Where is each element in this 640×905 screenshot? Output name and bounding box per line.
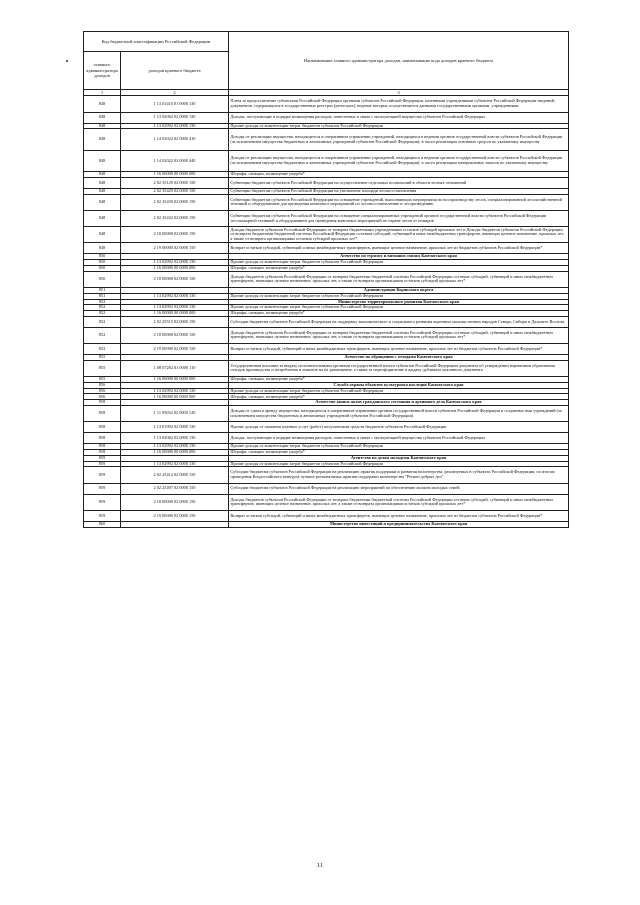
income-code-cell: 1 13 02062 02 0000 130 <box>121 112 229 123</box>
administrator-title-cell: Агентство по делам молодежи Камчатского края <box>229 455 569 461</box>
administrator-title-cell: Служба охраны объектов культурного наследия Камчатского края <box>229 382 569 388</box>
income-name-cell: Субвенции бюджетам субъектов Российской Федерации на осуществление отдельных полномочий в области лесных отношений <box>229 177 569 188</box>
income-code-cell: 2 19 00000 02 0000 150 <box>121 344 229 355</box>
income-name-cell: Прочие доходы от компенсации затрат бюджетов субъектов Российской Федерации <box>229 293 569 299</box>
admin-code-cell: 852 <box>84 316 121 327</box>
income-code-cell: 1 14 02022 02 0000 410 <box>121 129 229 150</box>
income-name-cell: Штрафы, санкции, возмещение ущерба* <box>229 172 569 178</box>
header-num-2: 2 <box>121 90 229 96</box>
table-row <box>84 360 569 376</box>
income-code-cell: 1 13 02992 02 0000 130 <box>121 123 229 129</box>
income-name-cell: Доходы бюджетов субъектов Российской Федерации от возврата бюджетными учреждениями остатков субсидий прошлых лет и Доходы бюджетов субъектов Российской Федерации от возврата бюджетами бюджетной системы Российской Федерации остатков субсидий, субвенций и иных межбюджетных трансфертов, имеющих целевое назначение, прошлых лет, а также от возврата организациями остатков субсидий прошлых лет* <box>229 227 569 243</box>
income-name-cell: Плата за предоставление субъектами Российской Федерации органами субъектов Российской Федерации, казенными учреждениями субъектов Российской Федерации сведений, документов, содержащихся в государственных реестрах (регистрах), ведение которых осуществляется данными государственными органами, учреждениями <box>229 96 569 112</box>
admin-code-cell: 858 <box>84 422 121 433</box>
income-code-cell: 2 02 25497 02 0000 150 <box>121 483 229 494</box>
table-row <box>84 422 569 433</box>
admin-code-cell: 859 <box>84 467 121 483</box>
income-code-cell <box>121 521 229 527</box>
table-row <box>84 96 569 112</box>
income-code-cell: 1 13 02992 02 0000 130 <box>121 305 229 311</box>
admin-code-cell: 859 <box>84 494 121 510</box>
budget-classification-table-sheet <box>83 31 568 528</box>
income-name-cell: Доходы, поступающие в порядке возмещения расходов, понесенных в связи с эксплуатацией имущества субъектов Российской Федерации <box>229 112 569 123</box>
administrator-title-cell: Агентство по обращению с отходами Камчатского края <box>229 355 569 361</box>
income-code-cell: 2 02 25412 02 0000 150 <box>121 467 229 483</box>
income-name-cell: Субсидии бюджетам субъектов Российской Федерации на реализацию практик поддержки и развития волонтерства, реализуемых в субъектах Российской Федерации, по итогам проведения Всероссийского конкурса лучших региональных практик поддержки волонтерства "Регион добрых дел" <box>229 467 569 483</box>
header-code-group: Код бюджетной классификации Российской Федерации <box>84 32 229 52</box>
admin-code-cell: 850 <box>84 254 121 260</box>
income-code-cell: 2 02 35432 02 0000 150 <box>121 210 229 226</box>
income-code-cell: 1 16 00000 00 0000 000 <box>121 265 229 271</box>
admin-code-cell: 848 <box>84 194 121 210</box>
income-name-cell: Доходы от сдачи в аренду имущества, находящегося в оперативном управлении органов государственной власти субъектов Российской Федерации и созданных ими учреждений (за исключением имущества бюджетных и автономных учреждений субъектов Российской Федерации) <box>229 406 569 422</box>
income-name-cell: Доходы бюджетов субъектов Российской Федерации от возврата бюджетами бюджетной системы Российской Федерации остатков субсидий, субвенций и иных межбюджетных трансфертов, имеющих целевое назначение, прошлых лет, а также от возврата организациями остатков субсидий прошлых лет* <box>229 327 569 343</box>
income-code-cell: 1 13 02992 02 0000 130 <box>121 461 229 467</box>
admin-code-cell: 851 <box>84 293 121 299</box>
income-name-cell: Штрафы, санкции, возмещение ущерба* <box>229 450 569 456</box>
admin-code-cell: 848 <box>84 123 121 129</box>
admin-code-cell: 855 <box>84 360 121 376</box>
admin-code-cell: 848 <box>84 172 121 178</box>
header-name: Наименование главного администратора доходов, наименование кода доходов краевого бюджета <box>229 32 569 90</box>
administrator-title-cell: Министерство территориального развития Камчатского края <box>229 299 569 305</box>
table-row <box>84 467 569 483</box>
income-name-cell: Субсидии бюджетам субъектов Российской Федерации на поддержку экономического и социального развития коренных малочисленных народов Севера, Сибири и Дальнего Востока <box>229 316 569 327</box>
admin-code-cell: 856 <box>84 394 121 400</box>
income-name-cell: Субвенции бюджетам субъектов Российской Федерации на увеличение площади лесовосстановления <box>229 188 569 194</box>
income-codes-table <box>83 31 569 528</box>
admin-code-cell: 848 <box>84 96 121 112</box>
admin-code-cell: 858 <box>84 444 121 450</box>
income-name-cell: Прочие доходы от компенсации затрат бюджетов субъектов Российской Федерации <box>229 461 569 467</box>
table-row <box>84 327 569 343</box>
income-name-cell: Доходы от реализации имущества, находящегося в оперативном управлении учреждений, находящихся в ведении органов государственной власти субъектов Российской Федерации (за исключением имущества бюджетных и автономных учреждений субъектов Российской Федерации), в части реализации основных средств по указанному имуществу <box>229 129 569 150</box>
table-row <box>84 150 569 171</box>
income-name-cell: Субсидии бюджетам субъектов Российской Федерации на реализацию мероприятий по обеспечению жильем молодых семей <box>229 483 569 494</box>
table-row <box>84 177 569 188</box>
header-admin: главного администратора доходов <box>84 52 121 90</box>
table-row <box>84 406 569 422</box>
admin-code-cell: 858 <box>84 450 121 456</box>
administrator-title-cell: Агентство записи актов гражданского состояния и архивного дела Камчатского края <box>229 400 569 406</box>
income-code-cell: 1 16 00000 00 0000 000 <box>121 172 229 178</box>
admin-code-cell: 855 <box>84 377 121 383</box>
header-row-group <box>84 32 569 52</box>
table-row <box>84 243 569 254</box>
admin-code-cell: 858 <box>84 433 121 444</box>
admin-code-cell: 858 <box>84 406 121 422</box>
income-code-cell: 1 13 02062 02 0000 130 <box>121 433 229 444</box>
admin-code-cell: 859 <box>84 510 121 521</box>
admin-code-cell: 850 <box>84 260 121 266</box>
income-code-cell: 2 19 00000 02 0000 150 <box>121 510 229 521</box>
page-number: 11 <box>316 862 324 869</box>
administrator-title-cell: Агентство по туризму и внешним связям Камчатского края <box>229 254 569 260</box>
income-name-cell: Доходы бюджетов субъектов Российской Федерации от возврата бюджетами бюджетной системы Российской Федерации остатков субсидий, субвенций и иных межбюджетных трансфертов, имеющих целевое назначение, прошлых лет, а также от возврата организациями остатков субсидий прошлых лет* <box>229 494 569 510</box>
income-code-cell: 2 02 35129 02 0000 150 <box>121 177 229 188</box>
income-code-cell: 2 02 35429 02 0000 150 <box>121 188 229 194</box>
admin-code-cell: 848 <box>84 177 121 188</box>
income-code-cell: 1 13 02992 02 0000 130 <box>121 260 229 266</box>
income-name-cell: Возврат остатков субсидий, субвенций и иных межбюджетных трансфертов, имеющих целевое назначение, прошлых лет из бюджетов субъектов Российской Федерации* <box>229 344 569 355</box>
admin-code-cell: 848 <box>84 112 121 123</box>
header-num-3: 3 <box>229 90 569 96</box>
income-code-cell: 2 18 00000 02 0000 150 <box>121 494 229 510</box>
income-code-cell: 2 18 00000 02 0000 150 <box>121 271 229 287</box>
income-code-cell: 1 13 02992 02 0000 130 <box>121 293 229 299</box>
income-name-cell: Штрафы, санкции, возмещение ущерба* <box>229 265 569 271</box>
income-name-cell: Штрафы, санкции, возмещение ущерба* <box>229 311 569 317</box>
income-name-cell: Субвенции бюджетам субъектов Российской Федерации на оснащение специализированных учреждений органов государственной власти субъектов Российской Федерации лесопожарной техникой и оборудованием для проведения комплекса мероприятий по охране лесов от пожаров <box>229 210 569 226</box>
admin-code-cell: 850 <box>84 265 121 271</box>
income-code-cell: 1 11 05032 02 0000 120 <box>121 406 229 422</box>
table-row <box>84 271 569 287</box>
income-code-cell: 1 16 00000 00 0000 000 <box>121 394 229 400</box>
admin-code-cell: 859 <box>84 461 121 467</box>
admin-code-cell: 848 <box>84 227 121 243</box>
income-name-cell: Прочие доходы от компенсации затрат бюджетов субъектов Российской Федерации <box>229 123 569 129</box>
admin-code-cell: 848 <box>84 129 121 150</box>
income-code-cell: 1 08 07282 01 0000 110 <box>121 360 229 376</box>
section-row <box>84 521 569 527</box>
table-row <box>84 194 569 210</box>
admin-code-cell: 852 <box>84 311 121 317</box>
income-code-cell: 1 16 00000 00 0000 000 <box>121 377 229 383</box>
table-row <box>84 483 569 494</box>
income-code-cell: 1 13 01410 01 0000 130 <box>121 96 229 112</box>
income-name-cell: Доходы от реализации имущества, находящегося в оперативном управлении учреждений, находящихся в ведении органов государственной власти субъектов Российской Федерации (за исключением имущества бюджетных и автономных учреждений субъектов Российской Федерации), в части реализации материальных запасов по указанному имуществу <box>229 150 569 171</box>
admin-code-cell: 848 <box>84 243 121 254</box>
administrator-title-cell: Администрация Корякского округа <box>229 287 569 293</box>
admin-code-cell: 851 <box>84 287 121 293</box>
income-name-cell: Прочие доходы от компенсации затрат бюджетов субъектов Российской Федерации <box>229 388 569 394</box>
header-num-1: 1 <box>84 90 121 96</box>
admin-code-cell: 848 <box>84 210 121 226</box>
income-name-cell: Доходы, поступающие в порядке возмещения расходов, понесенных в связи с эксплуатацией имущества субъектов Российской Федерации <box>229 433 569 444</box>
income-name-cell: Доходы бюджетов субъектов Российской Федерации от возврата бюджетами бюджетной системы Российской Федерации остатков субсидий, субвенций и иных межбюджетных трансфертов, имеющих целевое назначение, прошлых лет, а также от возврата организациями остатков субсидий прошлых лет* <box>229 271 569 287</box>
admin-code-cell: 852 <box>84 327 121 343</box>
admin-code-cell: 856 <box>84 382 121 388</box>
admin-code-cell: 855 <box>84 355 121 361</box>
table-row <box>84 316 569 327</box>
table-body <box>84 32 569 528</box>
admin-code-cell: 856 <box>84 388 121 394</box>
income-code-cell: 2 02 25515 02 0000 150 <box>121 316 229 327</box>
table-row <box>84 494 569 510</box>
income-name-cell: Штрафы, санкции, возмещение ущерба* <box>229 394 569 400</box>
income-code-cell: 2 18 00000 02 0000 150 <box>121 327 229 343</box>
income-code-cell: 1 13 02992 02 0000 130 <box>121 444 229 450</box>
admin-code-cell: 859 <box>84 483 121 494</box>
income-code-cell: 2 02 35430 02 0000 150 <box>121 194 229 210</box>
admin-code-cell: 852 <box>84 344 121 355</box>
income-name-cell: Государственная пошлина за выдачу исполнительными органами государственной власти субъектов Российской Федерации документа об утверждении нормативов образования отходов производства и потребления и лимитов на их размещение, а также за переоформление и выдачу дубликата указанного документа <box>229 360 569 376</box>
income-code-cell: 1 14 02022 02 0000 440 <box>121 150 229 171</box>
header-income: доходов краевого бюджета <box>121 52 229 90</box>
income-code-cell: 2 19 00000 02 0000 150 <box>121 243 229 254</box>
income-code-cell: 1 16 00000 00 0000 000 <box>121 311 229 317</box>
scan-speck <box>66 60 68 62</box>
income-name-cell: Возврат остатков субсидий, субвенций и иных межбюджетных трансфертов, имеющих целевое назначение, прошлых лет из бюджетов субъектов Российской Федерации* <box>229 510 569 521</box>
admin-code-cell: 850 <box>84 271 121 287</box>
admin-code-cell: 852 <box>84 305 121 311</box>
admin-code-cell: 852 <box>84 299 121 305</box>
income-code-cell: 2 18 00000 02 0000 150 <box>121 227 229 243</box>
income-name-cell: Прочие доходы от компенсации затрат бюджетов субъектов Российской Федерации <box>229 305 569 311</box>
admin-code-cell: 860 <box>84 521 121 527</box>
income-name-cell: Прочие доходы от оказания платных услуг (работ) получателями средств бюджетов субъектов Российской Федерации <box>229 422 569 433</box>
table-row <box>84 112 569 123</box>
table-row <box>84 210 569 226</box>
admin-code-cell: 848 <box>84 188 121 194</box>
income-name-cell: Штрафы, санкции, возмещение ущерба* <box>229 377 569 383</box>
income-code-cell: 1 16 00000 00 0000 000 <box>121 450 229 456</box>
income-code-cell: 1 13 02992 02 0000 130 <box>121 388 229 394</box>
income-name-cell: Субвенции бюджетам субъектов Российской Федерации на оснащение учреждений, выполняющих мероприятия по воспроизводству лесов, специализированной лесохозяйственной техникой и оборудованием для проведения комплекса мероприятий по лесовосстановлению и лесоразведению <box>229 194 569 210</box>
table-row <box>84 433 569 444</box>
admin-code-cell: 859 <box>84 455 121 461</box>
admin-code-cell: 858 <box>84 400 121 406</box>
administrator-title-cell: Министерство инвестиций и предпринимательства Камчатского края <box>229 521 569 527</box>
income-name-cell: Прочие доходы от компенсации затрат бюджетов субъектов Российской Федерации <box>229 260 569 266</box>
income-name-cell: Возврат остатков субсидий, субвенций и иных межбюджетных трансфертов, имеющих целевое назначение, прошлых лет из бюджетов субъектов Российской Федерации* <box>229 243 569 254</box>
table-row <box>84 129 569 150</box>
table-row <box>84 227 569 243</box>
income-code-cell: 1 13 01992 02 0000 130 <box>121 422 229 433</box>
table-row <box>84 510 569 521</box>
table-row <box>84 344 569 355</box>
admin-code-cell: 848 <box>84 150 121 171</box>
income-name-cell: Прочие доходы от компенсации затрат бюджетов субъектов Российской Федерации <box>229 444 569 450</box>
